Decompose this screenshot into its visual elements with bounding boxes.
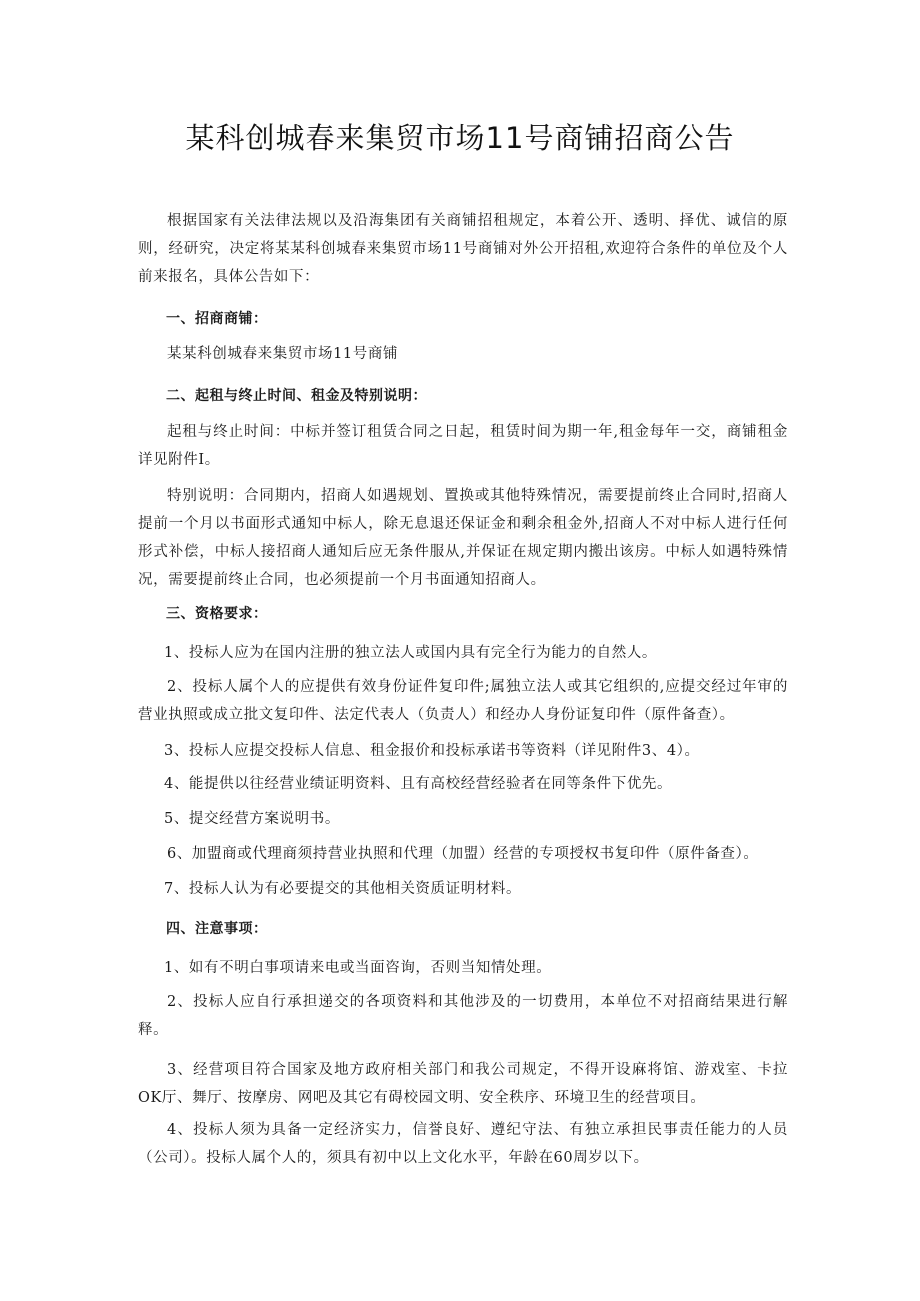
qualification-item: 1、投标人应为在国内注册的独立法人或国内具有完全行为能力的自然人。 xyxy=(164,645,658,661)
document-title: 某科创城春来集贸市场11号商铺招商公告 xyxy=(185,121,735,155)
section-heading-lease: 二、起租与终止时间、租金及特别说明： xyxy=(166,388,427,404)
section-heading-shop: 一、招商商铺： xyxy=(166,311,268,327)
intro-paragraph: 根据国家有关法律法规以及沿海集团有关商铺招租规定，本着公开、透明、择优、诚信的原则，经研究，决定将某某科创城春来集贸市场11号商铺对外公开招租,欢迎符合条件的单位及个人前来报名，具体公告如下： xyxy=(138,213,788,285)
shop-name-paragraph: 某某科创城春来集贸市场11号商铺 xyxy=(167,346,399,362)
qualification-item: 4、能提供以往经营业绩证明资料、且有高校经营经验者在同等条件下优先。 xyxy=(164,776,673,792)
lease-term-paragraph: 起租与终止时间：中标并签订租赁合同之日起，租赁时间为期一年,租金每年一交，商铺租金详见附件I。 xyxy=(138,424,788,468)
qualification-item: 7、投标人认为有必要提交的其他相关资质证明材料。 xyxy=(164,881,522,897)
qualification-item: 3、投标人应提交投标人信息、租金报价和投标承诺书等资料（详见附件3、4）。 xyxy=(164,743,700,759)
notes-item: 4、投标人须为具备一定经济实力，信誉良好、遵纪守法、有独立承担民事责任能力的人员（公司）。投标人属个人的，须具有初中以上文化水平，年龄在60周岁以下。 xyxy=(138,1122,788,1166)
notes-item: 2、投标人应自行承担递交的各项资料和其他涉及的一切费用，本单位不对招商结果进行解释。 xyxy=(138,994,788,1038)
qualification-item: 6、加盟商或代理商须持营业执照和代理（加盟）经营的专项授权书复印件（原件备查）。 xyxy=(167,846,759,862)
notes-item: 1、如有不明白事项请来电或当面咨询，否则当知情处理。 xyxy=(164,960,552,976)
special-note-paragraph: 特别说明：合同期内，招商人如遇规划、置换或其他特殊情况，需要提前终止合同时,招商人提前一个月以书面形式通知中标人，除无息退还保证金和剩余租金外,招商人不对中标人进行任何形式补偿，中标人接招商人通知后应无条件服从,并保证在规定期内搬出该房。中标人如遇特殊情况，需要提前终止合同，也必须提前一个月书面通知招商人。 xyxy=(138,488,788,588)
notes-item: 3、经营项目符合国家及地方政府相关部门和我公司规定，不得开设麻将馆、游戏室、卡拉OK厅、舞厅、按摩房、网吧及其它有碍校园文明、安全秩序、环境卫生的经营项目。 xyxy=(138,1062,788,1106)
qualification-item: 2、投标人属个人的应提供有效身份证件复印件;属独立法人或其它组织的,应提交经过年审的营业执照或成立批文复印件、法定代表人（负责人）和经办人身份证复印件（原件备查）。 xyxy=(138,679,788,723)
section-heading-notes: 四、注意事项： xyxy=(166,921,268,937)
section-heading-qualification: 三、资格要求： xyxy=(166,606,268,622)
qualification-item: 5、提交经营方案说明书。 xyxy=(164,811,340,827)
